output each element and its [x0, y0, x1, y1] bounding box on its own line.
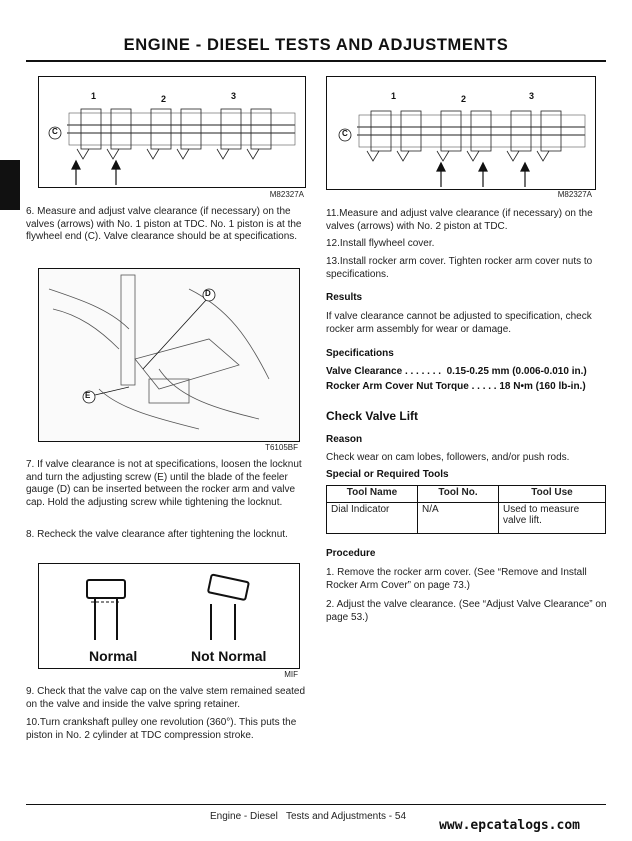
figure-1-number-3: 3: [231, 91, 237, 101]
figure-1-number-2: 2: [161, 94, 167, 104]
results-text: If valve clearance cannot be adjusted to specification, check rocker arm assembly for wear or damage.: [326, 311, 592, 335]
reason-heading: Reason: [326, 434, 363, 445]
page-title: ENGINE - DIESEL TESTS AND ADJUSTMENTS: [123, 36, 509, 54]
reason-text: Check wear on cam lobes, followers, and/or push rods.: [326, 452, 570, 463]
figure-2-callout-c: C: [342, 129, 348, 138]
footer-rule: [26, 804, 606, 805]
tools-table: [326, 485, 606, 534]
tool-name-cell: Dial Indicator: [327, 503, 418, 534]
step-13-text: 13.Install rocker arm cover. Tighten rocker arm cover nuts to specifications.: [326, 256, 593, 280]
figure-2-number-3: 3: [529, 91, 535, 101]
procedure-step-1: 1. Remove the rocker arm cover. (See “Remove and Install Rocker Arm Cover” on page 73.): [326, 567, 587, 591]
title-rule: [26, 60, 606, 62]
figure-2-number-2: 2: [461, 94, 467, 104]
figure-2-code: M82327A: [557, 190, 592, 199]
rocker-arm-drawing-1: [39, 77, 305, 187]
step-10-text: 10.Turn crankshaft pulley one revolution (360°). This puts the piston in No. 2 cylinder at TDC compression stroke.: [26, 717, 297, 741]
tools-table-header-row: [327, 486, 606, 503]
tools-heading: Special or Required Tools: [326, 469, 449, 480]
tools-header-use: Tool Use: [499, 486, 606, 503]
figure-4-code: MIF: [284, 670, 298, 679]
feeler-gauge-figure: [38, 268, 300, 442]
spec-valve-clearance: Valve Clearance . . . . . . . 0.15-0.25 mm (0.006-0.010 in.): [326, 366, 587, 377]
section-tab-marker: [0, 160, 20, 210]
callout-e: E: [85, 391, 91, 400]
results-heading: Results: [326, 292, 363, 303]
rocker-arm-figure-2: [326, 76, 596, 190]
tool-number-cell: N/A: [418, 503, 499, 534]
callout-d: D: [205, 289, 211, 298]
specifications-heading: Specifications: [326, 348, 394, 359]
figure-1-code: M82327A: [269, 190, 304, 199]
not-normal-label: Not Normal: [191, 648, 267, 664]
step-8-text: 8. Recheck the valve clearance after tightening the locknut.: [26, 529, 288, 540]
step-11-text: 11.Measure and adjust valve clearance (if necessary) on the valves (arrows) with No. 2 piston at TDC.: [326, 208, 593, 232]
step-9-text: 9. Check that the valve cap on the valve stem remained seated on the valve and inside the valve spring retainer.: [26, 686, 306, 710]
rocker-arm-figure-1: [38, 76, 306, 188]
tool-use-cell: Used to measure valve lift.: [499, 503, 606, 534]
step-7-text: 7. If valve clearance is not at specifications, loosen the locknut and turn the adjusting screw (E) until the blade of the feeler gauge (D) can be inserted between the rocker arm and valve cap. Hold the adjusting screw while tightening the locknut.: [26, 459, 302, 508]
page-footer: Engine - Diesel Tests and Adjustments - 54: [210, 811, 407, 822]
figure-2-number-1: 1: [391, 91, 397, 101]
step-6-text: 6. Measure and adjust valve clearance (if necessary) on the valves (arrows) with No. 1 piston at TDC. No. 1 piston is at the flywheel end (C). Valve clearance should be at specifications.: [26, 206, 302, 243]
tools-header-number: Tool No.: [418, 486, 499, 503]
watermark: www.epcatalogs.com: [439, 818, 580, 833]
figure-1-callout-c: C: [52, 127, 58, 136]
step-12-text: 12.Install flywheel cover.: [326, 238, 435, 249]
feeler-gauge-drawing: [39, 269, 299, 441]
figure-1-number-1: 1: [91, 91, 97, 101]
procedure-step-2: 2. Adjust the valve clearance. (See “Adjust Valve Clearance” on page 53.): [326, 599, 607, 623]
spec-cover-nut-torque: Rocker Arm Cover Nut Torque . . . . . 18 N•m (160 lb-in.): [326, 381, 586, 392]
table-row: [327, 503, 606, 534]
figure-3-code: T6105BF: [265, 443, 298, 452]
tools-header-name: Tool Name: [327, 486, 418, 503]
valve-cap-figure: [38, 563, 300, 669]
procedure-heading: Procedure: [326, 548, 376, 559]
check-valve-lift-heading: Check Valve Lift: [326, 409, 419, 423]
normal-label: Normal: [89, 648, 138, 664]
